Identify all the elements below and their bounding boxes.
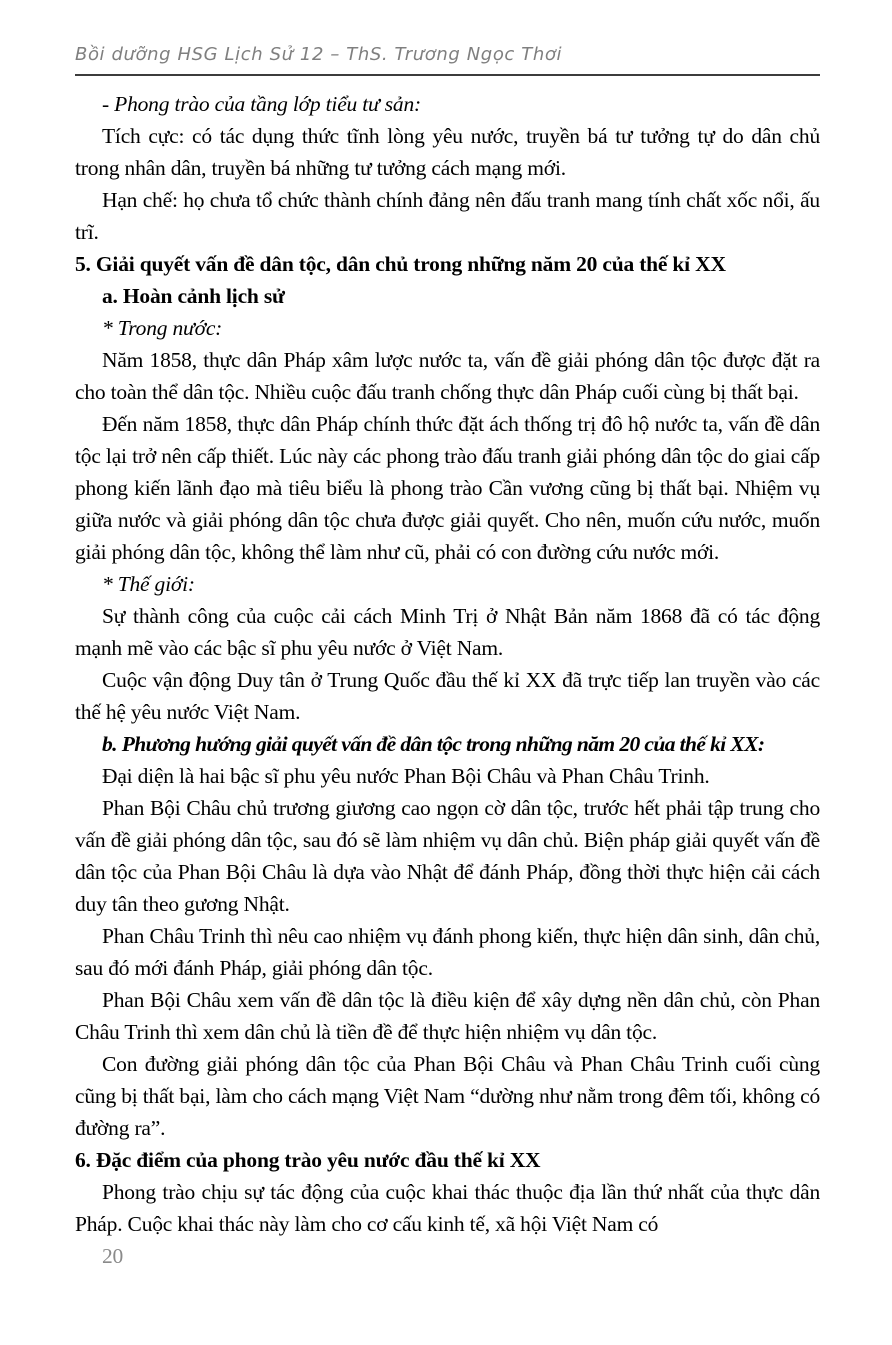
subsection-heading-a: a. Hoàn cảnh lịch sử <box>102 284 285 308</box>
paragraph-con-duong: Con đường giải phóng dân tộc của Phan Bội Châu và Phan Châu Trinh cuối cùng cũng bị thất bại, làm cho cách mạng Việt Nam “dường như nằm trong đêm tối, không có đường ra”. <box>75 1052 820 1140</box>
label-the-gioi: * Thế giới: <box>102 572 195 596</box>
paragraph-phan-chau-trinh: Phan Châu Trinh thì nêu cao nhiệm vụ đánh phong kiến, thực hiện dân sinh, dân chủ, sau đó mới đánh Pháp, giải phóng dân tộc. <box>75 924 820 980</box>
subsection-heading-b: b. Phương hướng giải quyết vấn đề dân tộc trong những năm 20 của thế kỉ XX: <box>102 732 765 756</box>
paragraph-dai-dien: Đại diện là hai bậc sĩ phu yêu nước Phan Bội Châu và Phan Châu Trinh. <box>102 764 710 788</box>
section-heading-6: 6. Đặc điểm của phong trào yêu nước đầu thế kỉ XX <box>75 1148 541 1172</box>
paragraph-han-che: Hạn chế: họ chưa tổ chức thành chính đảng nên đấu tranh mang tính chất xốc nổi, ấu trĩ. <box>75 188 820 244</box>
paragraph-phong-trao: Phong trào chịu sự tác động của cuộc khai thác thuộc địa lần thứ nhất của thực dân Pháp. Cuộc khai thác này làm cho cơ cấu kinh tế, xã hội Việt Nam có <box>75 1180 820 1236</box>
paragraph-duy-tan: Cuộc vận động Duy tân ở Trung Quốc đầu thế kỉ XX đã trực tiếp lan truyền vào các thế hệ yêu nước Việt Nam. <box>75 668 820 724</box>
document-body <box>75 88 820 1272</box>
section-heading-5: 5. Giải quyết vấn đề dân tộc, dân chủ trong những năm 20 của thế kỉ XX <box>75 252 726 276</box>
paragraph-nam-1858: Năm 1858, thực dân Pháp xâm lược nước ta, vấn đề giải phóng dân tộc được đặt ra cho toàn thể dân tộc. Nhiều cuộc đấu tranh chống thực dân Pháp cuối cùng bị thất bại. <box>75 348 820 404</box>
running-header: Bồi dưỡng HSG Lịch Sử 12 – ThS. Trương Ngọc Thơi <box>75 44 820 76</box>
page-number: 20 <box>102 1244 124 1268</box>
paragraph-tich-cuc: Tích cực: có tác dụng thức tĩnh lòng yêu nước, truyền bá tư tưởng tự do dân chủ trong nhân dân, truyền bá những tư tưởng cách mạng mới. <box>75 124 820 180</box>
paragraph-den-nam-1858: Đến năm 1858, thực dân Pháp chính thức đặt ách thống trị đô hộ nước ta, vấn đề dân tộc lại trở nên cấp thiết. Lúc này các phong trào đấu tranh giải phóng dân tộc do giai cấp phong kiến lãnh đạo mà tiêu biểu là phong trào Cần vương cũng bị thất bại. Nhiệm vụ giữa nước và giải phóng dân tộc chưa được giải quyết. Cho nên, muốn cứu nước, muốn giải phóng dân tộc, không thể làm như cũ, phải có con đường cứu nước mới. <box>75 412 820 564</box>
label-trong-nuoc: * Trong nước: <box>102 316 223 340</box>
paragraph-so-sanh: Phan Bội Châu xem vấn đề dân tộc là điều kiện để xây dựng nền dân chủ, còn Phan Châu Trinh thì xem dân chủ là tiền đề để thực hiện nhiệm vụ dân tộc. <box>75 988 820 1044</box>
paragraph-phan-boi-chau: Phan Bội Châu chủ trương giương cao ngọn cờ dân tộc, trước hết phải tập trung cho vấn đề giải phóng dân tộc, sau đó sẽ làm nhiệm vụ dân chủ. Biện pháp giải quyết vấn đề dân tộc của Phan Bội Châu là dựa vào Nhật để đánh Pháp, đồng thời thực hiện cải cách duy tân theo gương Nhật. <box>75 796 820 916</box>
paragraph-minh-tri: Sự thành công của cuộc cải cách Minh Trị ở Nhật Bản năm 1868 đã có tác động mạnh mẽ vào các bậc sĩ phu yêu nước ở Việt Nam. <box>75 604 820 660</box>
paragraph-tieu-tu-san-label: - Phong trào của tầng lớp tiểu tư sản: <box>102 92 421 116</box>
